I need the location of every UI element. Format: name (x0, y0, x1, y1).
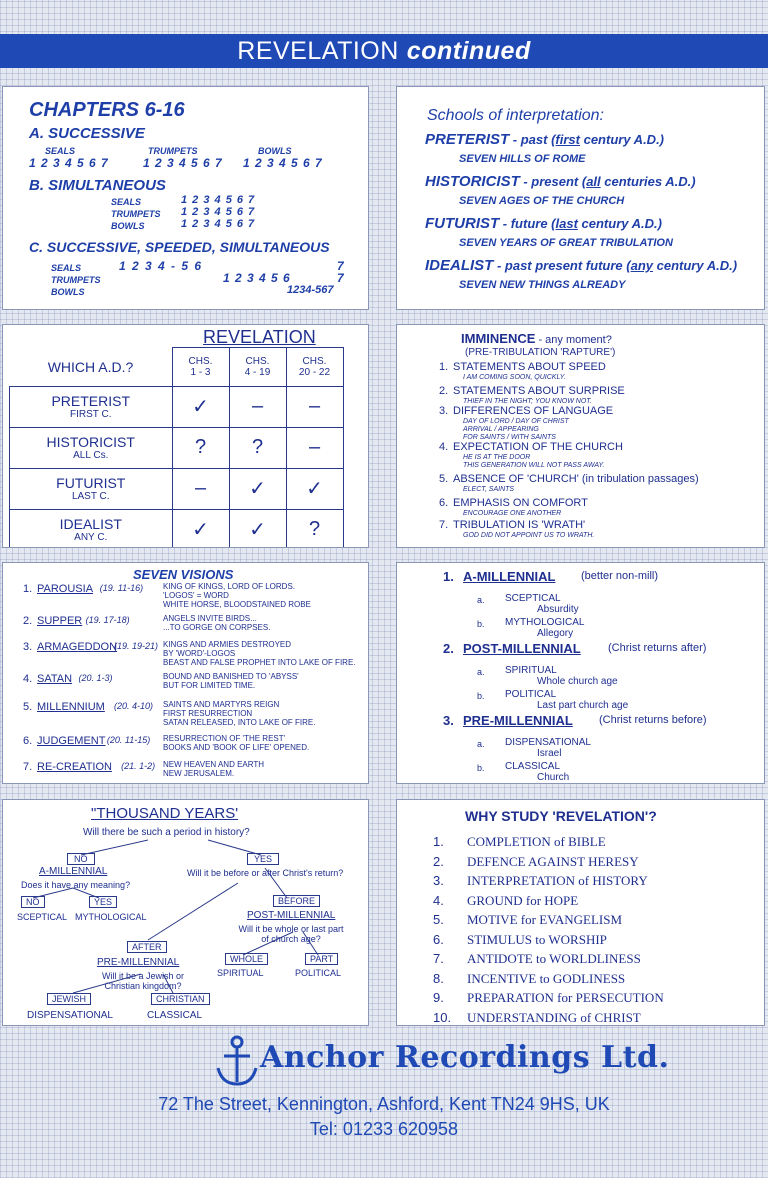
row-sub: ALL Cs. (73, 450, 109, 461)
imminence-item-note: HE IS AT THE DOOR THIS GENERATION WILL NOT PASS AWAY. (463, 454, 605, 469)
why-item-text: INCENTIVE to GODLINESS (467, 970, 626, 986)
imminence-item-note: GOD DID NOT APPOINT US TO WRATH. (463, 532, 595, 539)
trumpets-numbers: 1 2 3 4 5 6 7 (143, 156, 223, 170)
vision-description: KINGS AND ARMIES DESTROYED BY 'WORD'-LOGOS BEAST AND FALSE PROPHET INTO LAKE OF FIRE. (163, 640, 356, 667)
question-jewish-christian: Will it be a Jewish or Christian kingdom? (101, 971, 185, 991)
speeded-heading: C. SUCCESSIVE, SPEEDED, SIMULTANEOUS (29, 239, 330, 255)
no-box: NO (67, 853, 95, 865)
table-cell: – (286, 427, 343, 468)
table-cell: – (229, 386, 286, 427)
vision-number: 6. (23, 735, 33, 747)
yes-box: YES (89, 896, 117, 908)
imminence-item-note: ELECT, SAINTS (463, 486, 515, 493)
trumpets-end: 7 (337, 271, 344, 285)
pre-millennial-label: PRE-MILLENNIAL (97, 957, 180, 968)
millennial-sub-letter: a. (477, 739, 485, 749)
mythological-label: MYTHOLOGICAL (75, 912, 147, 922)
whole-box: WHOLE (225, 953, 268, 965)
table-cell: – (172, 468, 229, 509)
imminence-panel (396, 324, 765, 548)
why-item-number: 8. (433, 970, 444, 986)
vision-description: RESURRECTION OF 'THE REST' BOOKS AND 'BOOK OF LIFE' OPENED. (163, 734, 310, 752)
imminence-item-number: 3. (439, 405, 449, 417)
why-item-text: PREPARATION for PERSECUTION (467, 990, 664, 1005)
millennial-name: PRE-MILLENNIAL (463, 713, 573, 728)
school-desc-underlined: last (555, 216, 578, 231)
why-item-number: 9. (433, 990, 444, 1005)
seals-label: SEALS (45, 146, 76, 156)
imminence-item-number: 1. (439, 361, 449, 373)
seven-visions-title: SEVEN VISIONS (133, 567, 234, 582)
trumpets-label: TRUMPETS (51, 275, 101, 285)
banner-subtitle: continued (406, 36, 531, 65)
millennial-sub-name: DISPENSATIONAL (505, 737, 591, 748)
revelation-table (9, 347, 344, 548)
school-subtitle: SEVEN HILLS OF ROME (459, 153, 586, 165)
dispensational-label: DISPENSATIONAL (27, 1010, 113, 1021)
trumpets-numbers: 1 2 3 4 5 6 7 (181, 206, 256, 218)
col-header: CHS. 20 - 22 (286, 348, 343, 387)
imminence-item-text: ABSENCE OF 'CHURCH' (in tribulation passages) (453, 473, 699, 485)
brand-name: Anchor Recordings Ltd. (260, 1040, 670, 1075)
imminence-item-number: 4. (439, 441, 449, 453)
bowls-numbers: 1234-567 (287, 284, 334, 296)
imminence-subtitle: (PRE-TRIBULATION 'RAPTURE') (465, 347, 616, 358)
successive-heading: A. SUCCESSIVE (29, 125, 145, 142)
imminence-item-number: 6. (439, 497, 449, 509)
vision-reference: (20. 1-3) (78, 673, 113, 683)
simultaneous-heading: B. SIMULTANEOUS (29, 177, 166, 194)
question-before-after: Will it be before or after Christ's return? (187, 868, 344, 878)
row-header (10, 427, 173, 468)
table-cell: ✓ (229, 468, 286, 509)
seals-numbers: 1 2 3 4 5 6 7 (181, 194, 256, 206)
row-header (10, 386, 173, 427)
school-desc-underlined: all (586, 174, 601, 189)
vision-description: BOUND AND BANISHED TO 'ABYSS' BUT FOR LIMITED TIME. (163, 672, 299, 690)
schools-title: Schools of interpretation: (427, 107, 604, 124)
millennial-sub-name: CLASSICAL (505, 761, 561, 772)
post-millennial-label: POST-MILLENNIAL (247, 910, 336, 921)
vision-description: KING OF KINGS, LORD OF LORDS. 'LOGOS' = WORD WHITE HORSE, BLOODSTAINED ROBE (163, 582, 311, 609)
yes-box: YES (247, 853, 279, 865)
bowls-numbers: 1 2 3 4 5 6 7 (243, 156, 323, 170)
imminence-title (461, 331, 612, 346)
trumpets-numbers: 1 2 3 4 5 6 (223, 271, 291, 285)
vision-name: RE-CREATION (37, 761, 112, 773)
vision-name: SUPPER (37, 615, 83, 627)
school-desc: century A.D.) (577, 216, 662, 231)
classical-label: CLASSICAL (147, 1010, 203, 1021)
jewish-box: JEWISH (47, 993, 91, 1005)
millennial-sub-name: SPIRITUAL (505, 665, 557, 676)
vision-reference: (19. 11-16) (99, 583, 144, 593)
millennial-note: (Christ returns after) (608, 642, 707, 654)
anchor-logo-icon (212, 1034, 262, 1090)
vision-number: 2. (23, 615, 33, 627)
table-row (10, 468, 344, 509)
table-cell: ? (229, 427, 286, 468)
vision-description: NEW HEAVEN AND EARTH NEW JERUSALEM. (163, 760, 265, 778)
imminence-item-text: EMPHASIS ON COMFORT (453, 497, 588, 509)
imminence-item-number: 5. (439, 473, 449, 485)
millennial-note: (Christ returns before) (599, 714, 707, 726)
vision-reference: (20. 4-10) (114, 701, 154, 711)
row-header (10, 468, 173, 509)
why-item-number: 5. (433, 912, 444, 927)
christian-box: CHRISTIAN (151, 993, 210, 1005)
imminence-heading: IMMINENCE (461, 331, 536, 346)
row-sub: FIRST C. (70, 409, 112, 420)
trumpets-label: TRUMPETS (148, 146, 198, 156)
school-item (425, 215, 662, 232)
col-header: CHS. 1 - 3 (172, 348, 229, 387)
school-subtitle: SEVEN YEARS OF GREAT TRIBULATION (459, 237, 673, 249)
imminence-item-text: TRIBULATION IS 'WRATH' (453, 519, 586, 531)
bowls-label: BOWLS (51, 287, 85, 297)
question-whole-part: Will it be whole or last part of church age? (238, 924, 344, 944)
school-item (425, 131, 664, 148)
table-cell: ✓ (172, 386, 229, 427)
vision-reference: (21. 1-2) (121, 761, 156, 771)
vision-reference: (20. 11-15) (106, 735, 151, 745)
sceptical-label: SCEPTICAL (17, 912, 68, 922)
imminence-item-text: STATEMENTS ABOUT SPEED (453, 361, 606, 373)
imminence-item-text: STATEMENTS ABOUT SURPRISE (453, 385, 625, 397)
vision-number: 4. (23, 673, 33, 685)
millennial-sub-desc: Israel (537, 748, 562, 759)
question-meaning: Does it have any meaning? (21, 880, 131, 890)
imminence-item-note: THIEF IN THE NIGHT; YOU KNOW NOT. (463, 398, 592, 405)
school-name: IDEALIST (425, 257, 494, 274)
vision-description: ANGELS INVITE BIRDS... ...TO GORGE ON CORPSES. (163, 614, 271, 632)
millennial-name: POST-MILLENNIAL (463, 641, 581, 656)
revelation-table-panel (2, 324, 369, 548)
school-desc-underlined: first (555, 132, 580, 147)
school-desc: century A.D.) (579, 132, 665, 147)
millennial-sub-desc: Last part church age (537, 700, 629, 711)
table-cell: ? (286, 509, 343, 548)
trumpets-label: TRUMPETS (111, 209, 161, 219)
why-item-text: COMPLETION of BIBLE (467, 834, 606, 849)
which-ad-header: WHICH A.D.? (10, 348, 173, 387)
school-subtitle: SEVEN NEW THINGS ALREADY (459, 279, 626, 291)
millennial-panel (396, 562, 765, 784)
row-header (10, 509, 173, 548)
millennial-sub-desc: Allegory (537, 628, 574, 639)
imminence-item-text: DIFFERENCES OF LANGUAGE (453, 405, 614, 417)
why-item-text: ANTIDOTE to WORLDLINESS (467, 951, 641, 966)
vision-name: ARMAGEDDON (37, 641, 118, 653)
imminence-item-note: DAY OF LORD / DAY OF CHRIST ARRIVAL / APPEARING FOR SAINTS / WITH SAINTS (463, 418, 569, 441)
school-item (425, 257, 737, 274)
seven-visions-panel (2, 562, 369, 784)
vision-reference: (19. 19-21) (114, 641, 159, 651)
col-header: CHS. 4 - 19 (229, 348, 286, 387)
seals-end: 7 (337, 259, 344, 273)
school-desc: - future ( (499, 216, 556, 231)
row-name: HISTORICIST (46, 434, 135, 450)
a-millennial-label: A-MILLENNIAL (39, 866, 108, 877)
political-label: POLITICAL (295, 968, 342, 978)
why-item-number: 3. (433, 873, 444, 888)
millennial-sub-letter: b. (477, 691, 485, 701)
row-sub: ANY C. (74, 532, 108, 543)
imminence-item-text: EXPECTATION OF THE CHURCH (453, 441, 623, 453)
school-name: PRETERIST (425, 131, 510, 148)
vision-number: 7. (23, 761, 33, 773)
page-banner (0, 34, 768, 68)
table-cell: – (286, 386, 343, 427)
imminence-suffix: - any moment? (535, 334, 612, 346)
table-row (10, 427, 344, 468)
millennial-sub-desc: Whole church age (537, 676, 618, 687)
address: 72 The Street, Kennington, Ashford, Kent TN24 9HS, UK (158, 1094, 610, 1114)
why-item-number: 2. (433, 853, 444, 869)
school-name: FUTURIST (425, 215, 500, 232)
why-item-text: DEFENCE AGAINST HERESY (467, 853, 639, 869)
why-item-number: 10. (433, 1009, 452, 1025)
vision-description: SAINTS AND MARTYRS REIGN FIRST RESURRECTION SATAN RELEASED, INTO LAKE OF FIRE. (163, 700, 316, 727)
millennial-sub-name: POLITICAL (505, 689, 557, 700)
seals-label: SEALS (111, 197, 142, 207)
table-cell: ? (172, 427, 229, 468)
seals-numbers: 1 2 3 4 - 5 6 (119, 259, 202, 273)
table-cell: ✓ (172, 509, 229, 548)
millennial-number: 1. (443, 569, 454, 584)
school-desc: - past ( (509, 132, 556, 147)
imminence-item-number: 7. (439, 519, 449, 531)
telephone: Tel: 01233 620958 (309, 1119, 459, 1139)
vision-number: 5. (23, 701, 33, 713)
millennial-sub-desc: Church (537, 772, 570, 783)
bowls-label: BOWLS (111, 221, 145, 231)
why-item-number: 6. (433, 931, 444, 947)
school-item (425, 173, 696, 190)
table-cell: ✓ (229, 509, 286, 548)
why-item-text: GROUND for HOPE (467, 892, 579, 908)
bowls-label: BOWLS (258, 146, 292, 156)
spiritual-label: SPIRITUAL (217, 968, 264, 978)
table-row (10, 386, 344, 427)
table-cell: ✓ (286, 468, 343, 509)
row-sub: LAST C. (71, 491, 110, 502)
school-subtitle: SEVEN AGES OF THE CHURCH (459, 195, 625, 207)
revelation-table-title: REVELATION (203, 327, 316, 347)
vision-name: MILLENNIUM (37, 701, 105, 713)
imminence-item-note: I AM COMING SOON, QUICKLY. (463, 374, 566, 381)
imminence-item-note: ENCOURAGE ONE ANOTHER (463, 510, 562, 517)
school-desc: - present ( (519, 174, 587, 189)
millennial-sub-name: SCEPTICAL (505, 593, 561, 604)
thousand-years-title: "THOUSAND YEARS' (91, 805, 239, 822)
schools-panel (396, 86, 765, 310)
why-study-title: WHY STUDY 'REVELATION'? (465, 808, 657, 824)
row-name: PRETERIST (51, 393, 131, 409)
millennial-sub-letter: b. (477, 619, 485, 629)
bowls-numbers: 1 2 3 4 5 6 7 (181, 218, 256, 230)
why-item-number: 4. (433, 892, 444, 908)
after-box: AFTER (127, 941, 167, 953)
imminence-item-number: 2. (439, 385, 449, 397)
chapters-panel (2, 86, 369, 310)
vision-number: 3. (23, 641, 33, 653)
thousand-years-panel (2, 799, 369, 1026)
table-row (10, 509, 344, 548)
school-desc-underlined: any (630, 258, 653, 273)
why-study-panel (396, 799, 765, 1026)
school-name: HISTORICIST (425, 173, 520, 190)
millennial-sub-name: MYTHOLOGICAL (505, 617, 585, 628)
row-name: FUTURIST (56, 475, 126, 491)
millennial-name: A-MILLENNIAL (463, 569, 556, 584)
school-desc: - past present future ( (493, 258, 631, 273)
why-item-text: UNDERSTANDING of CHRIST (467, 1009, 641, 1025)
millennial-sub-letter: a. (477, 667, 485, 677)
vision-name: PAROUSIA (37, 583, 94, 595)
vision-number: 1. (23, 583, 33, 595)
school-desc: century A.D.) (653, 258, 738, 273)
millennial-number: 2. (443, 641, 454, 656)
millennial-number: 3. (443, 713, 454, 728)
before-box: BEFORE (273, 895, 320, 907)
why-item-text: INTERPRETATION of HISTORY (467, 873, 648, 888)
banner-title: REVELATION (237, 36, 399, 65)
why-item-number: 7. (433, 951, 444, 966)
why-item-number: 1. (433, 834, 444, 849)
why-item-text: MOTIVE for EVANGELISM (467, 912, 623, 927)
vision-reference: (19. 17-18) (85, 615, 130, 625)
chapters-title: CHAPTERS 6-16 (29, 99, 185, 121)
school-desc: centuries A.D.) (600, 174, 696, 189)
part-box: PART (305, 953, 338, 965)
millennial-sub-letter: a. (477, 595, 485, 605)
vision-name: SATAN (37, 673, 73, 685)
millennial-sub-desc: Absurdity (537, 604, 579, 615)
seals-numbers: 1 2 3 4 5 6 7 (29, 156, 109, 170)
vision-name: JUDGEMENT (37, 735, 106, 747)
no-box: NO (21, 896, 45, 908)
seals-label: SEALS (51, 263, 82, 273)
why-item-text: STIMULUS to WORSHIP (467, 931, 607, 947)
millennial-note: (better non-mill) (581, 570, 659, 582)
row-name: IDEALIST (59, 516, 122, 532)
question-period: Will there be such a period in history? (83, 827, 250, 838)
millennial-sub-letter: b. (477, 763, 485, 773)
